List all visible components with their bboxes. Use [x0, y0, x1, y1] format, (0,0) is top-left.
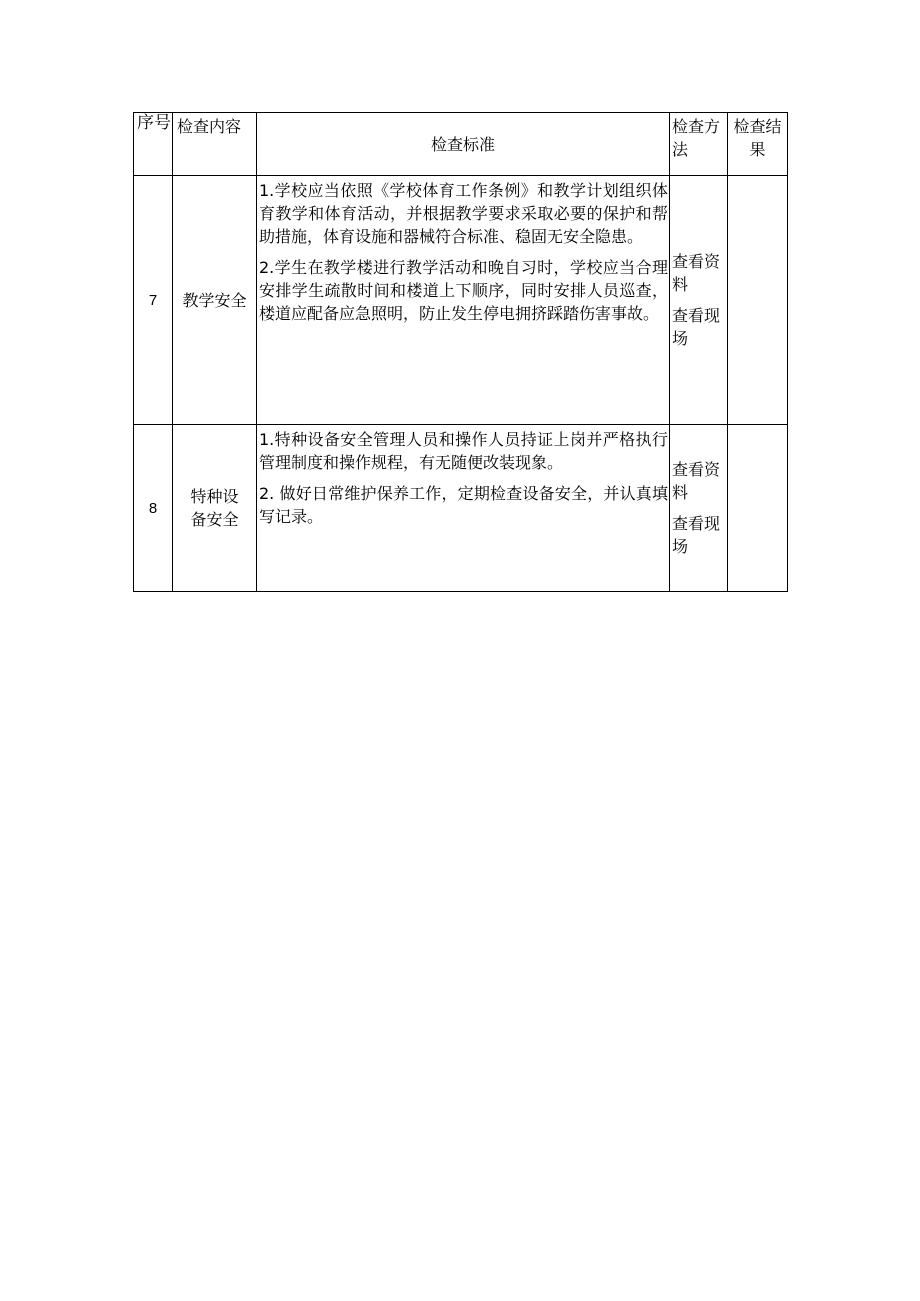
row-item: 教学安全 [173, 176, 257, 425]
row-methods [670, 425, 728, 592]
header-standard: 检查标准 [257, 113, 670, 176]
method-item: 查看现场 [672, 514, 721, 556]
row-result [728, 176, 788, 425]
table-row [134, 176, 788, 425]
table-row [134, 425, 788, 592]
header-seq: 序号 [134, 113, 173, 176]
standard-item: 2. 做好日常维护保养工作，定期检查设备安全，并认真填写记录。 [259, 484, 668, 526]
method-item: 查看资料 [672, 460, 721, 502]
row-seq: 8 [134, 425, 173, 592]
standard-item: 1.特种设备安全管理人员和操作人员持证上岗并严格执行管理制度和操作规程，有无随便改装现象。 [259, 430, 668, 472]
header-method: 检查方法 [670, 113, 728, 176]
row-result [728, 425, 788, 592]
row-methods [670, 176, 728, 425]
table-header-row [134, 113, 788, 176]
header-result: 检查结果 [728, 113, 788, 176]
standard-item: 1.学校应当依照《学校体育工作条例》和教学计划组织体育教学和体育活动，并根据教学要求采取必要的保护和帮助措施，体育设施和器械符合标准、稳固无安全隐患。 [259, 181, 668, 246]
row-standards [257, 425, 670, 592]
method-item: 查看现场 [672, 306, 721, 348]
row-standards [257, 176, 670, 425]
row-item-cell [173, 425, 257, 592]
standard-item: 2.学生在教学楼进行教学活动和晚自习时，学校应当合理安排学生疏散时间和楼道上下顺序，同时安排人员巡查，楼道应配备应急照明，防止发生停电拥挤踩踏伤害事故。 [259, 258, 668, 323]
row-item: 特种设备安全 [190, 487, 239, 529]
method-item: 查看资料 [672, 252, 721, 294]
header-item: 检查内容 [173, 113, 257, 176]
inspection-table [133, 112, 788, 592]
row-seq: 7 [134, 176, 173, 425]
